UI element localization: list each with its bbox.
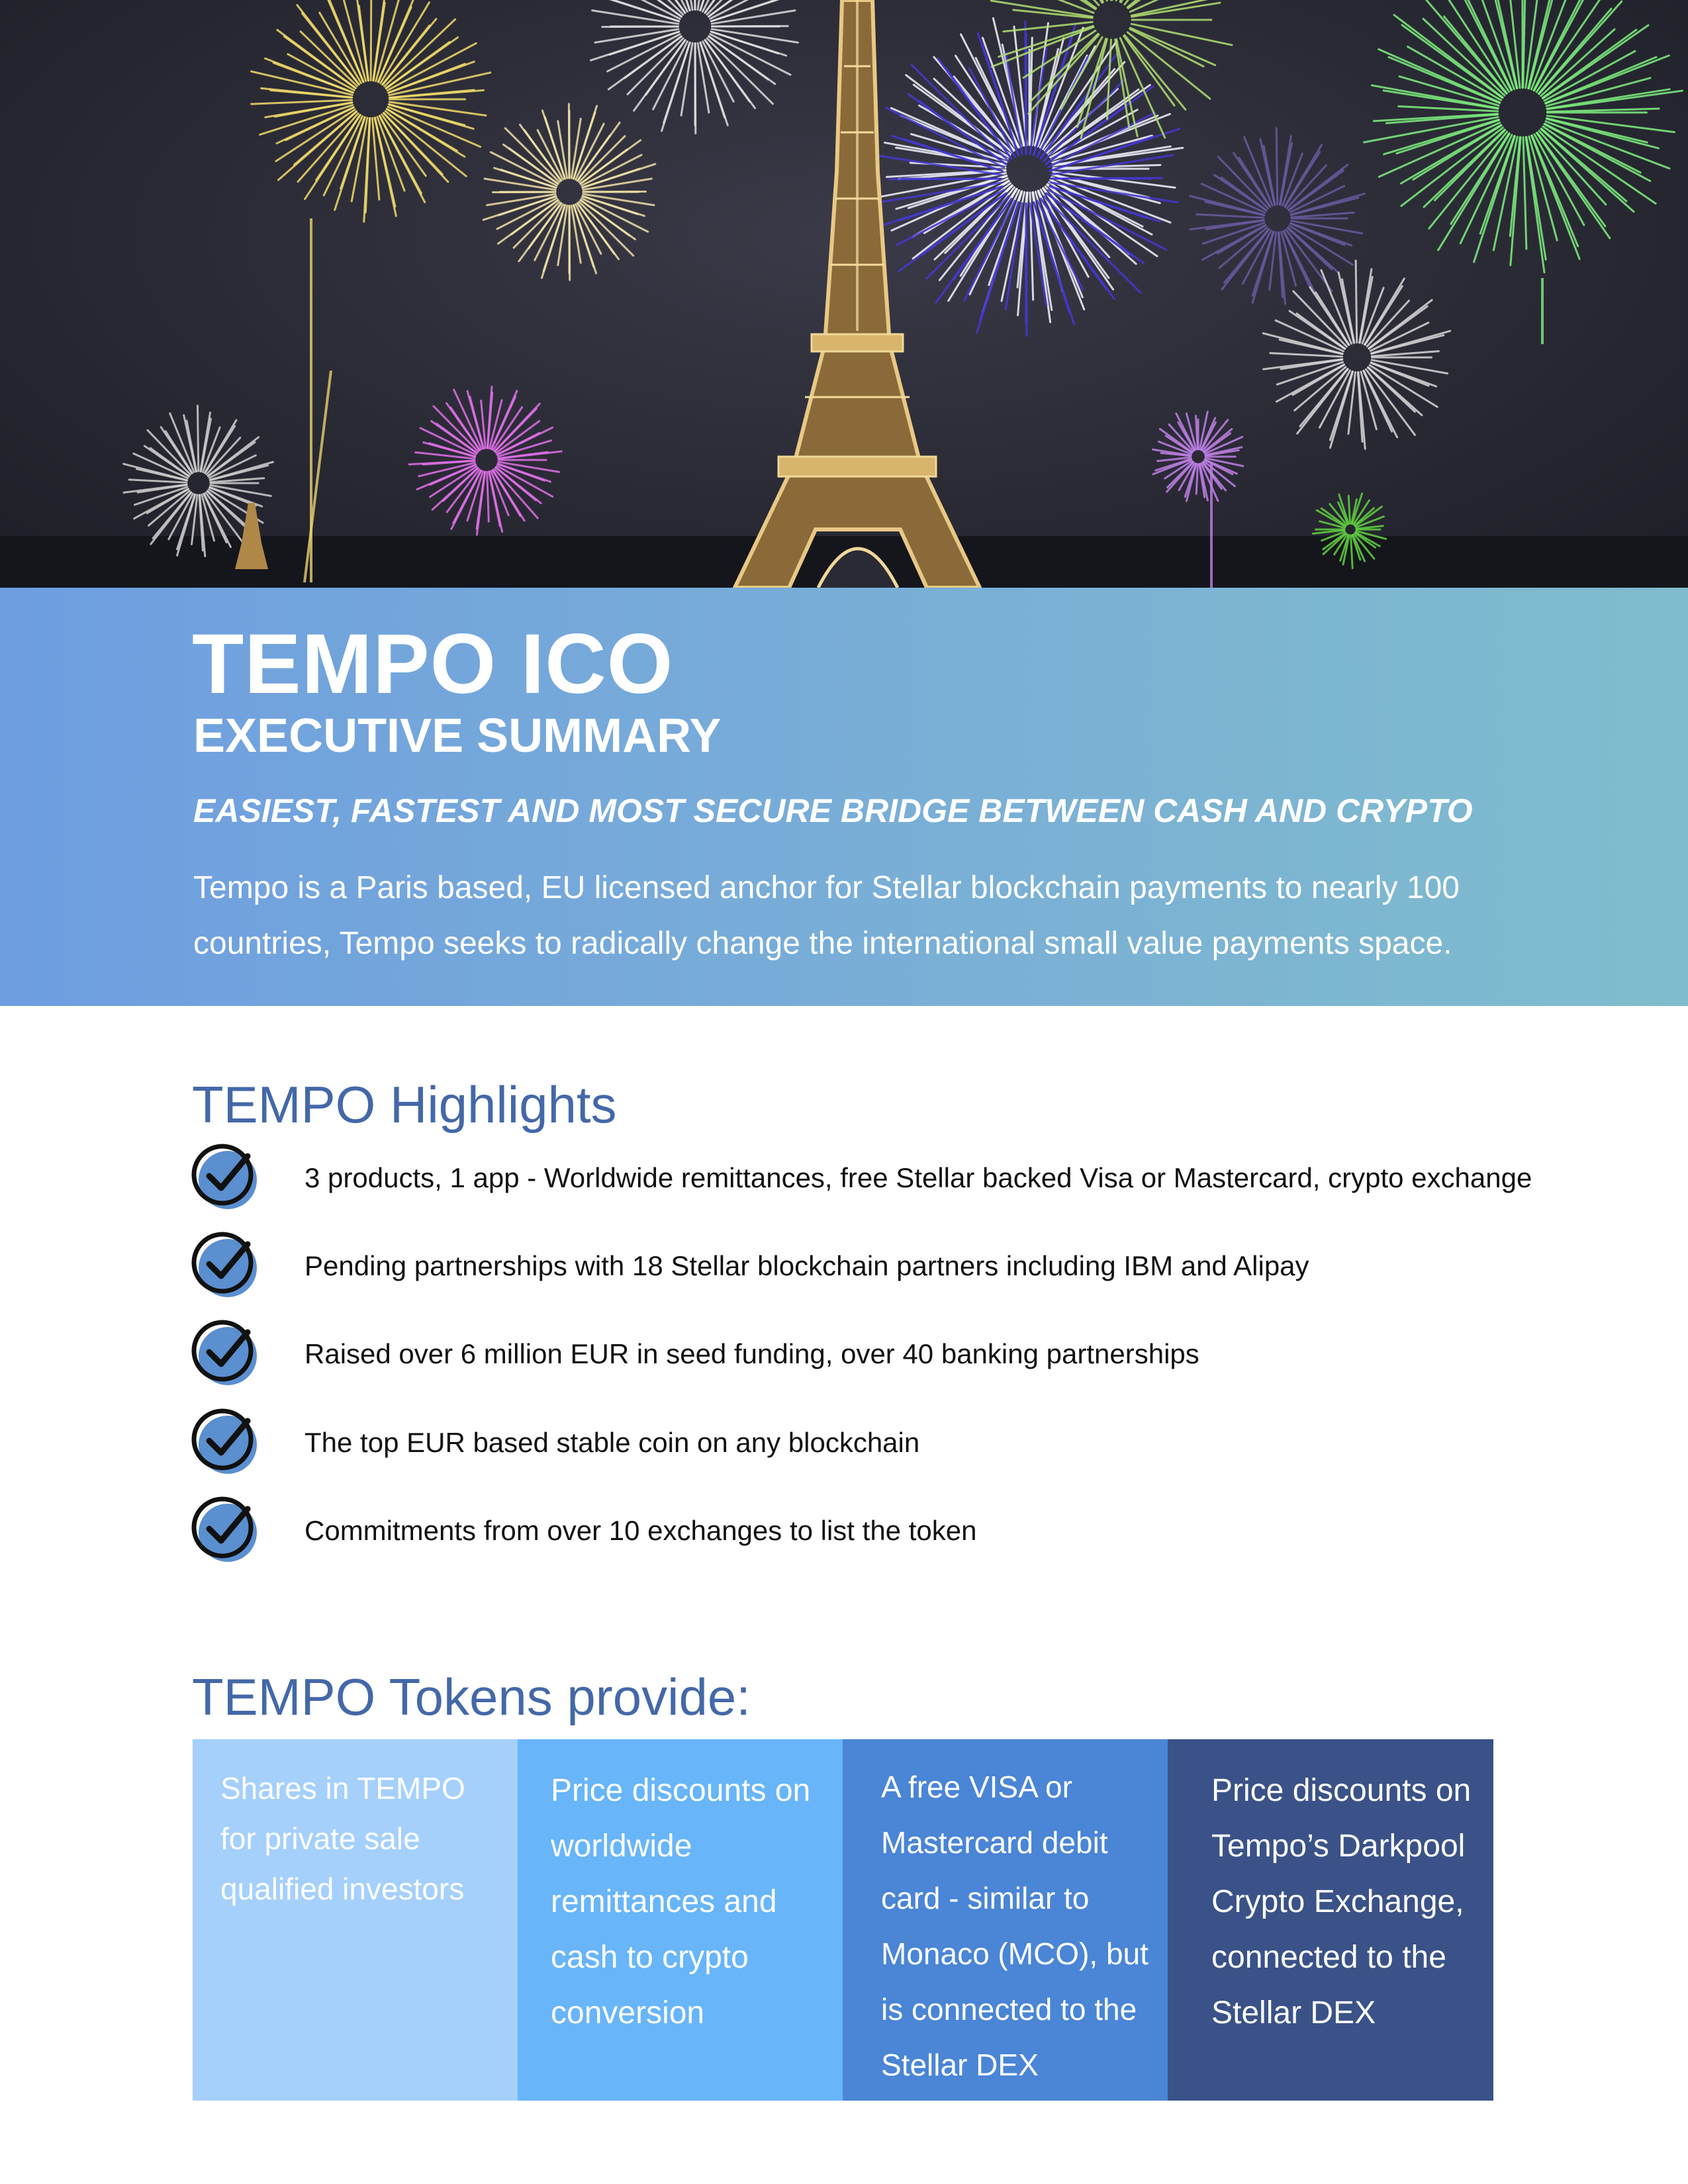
token-box-text: Price discounts on Tempo’s Darkpool Crypto Exchange, connected to the Stellar DEX (1211, 1773, 1472, 2030)
firework-spark (1045, 187, 1109, 257)
check-circle-icon (189, 1318, 262, 1390)
highlight-item (189, 1494, 1579, 1574)
page-title: TEMPO ICO (192, 617, 674, 711)
hero-image (0, 0, 1688, 588)
firework-spark (1523, 137, 1526, 249)
highlight-text: Raised over 6 million EUR in seed funding, over 40 banking partnerships (305, 1338, 1199, 1369)
firework-spark (278, 112, 356, 180)
firework-spark (1264, 359, 1342, 369)
firework-spark (385, 19, 455, 86)
highlight-item (189, 1142, 1579, 1221)
firework-spark (1050, 187, 1149, 218)
firework-spark (1356, 261, 1357, 343)
firework-spark (252, 100, 352, 104)
firework-spark (301, 32, 357, 87)
firework-spark (1547, 109, 1659, 112)
firework-spark (389, 90, 474, 97)
firework-spark (519, 203, 561, 261)
firework-spark (1196, 464, 1197, 494)
firework-spark (709, 0, 766, 17)
tokens-grid (193, 1739, 1493, 2101)
highlight-text: 3 products, 1 app - Worldwide remittances, free Stellar backed Visa or Mastercard, crypto exchange (305, 1162, 1532, 1193)
highlight-item (189, 1406, 1579, 1486)
highlights-heading: TEMPO Highlights (192, 1075, 617, 1134)
firework-spark (129, 480, 187, 482)
firework-spark (1544, 51, 1635, 101)
highlight-item (189, 1318, 1579, 1397)
firework-spark (1276, 128, 1277, 205)
firework-spark (705, 0, 756, 13)
token-box-text: A free VISA or Mastercard debit card - similar to Monaco (MCO), but is connected to the Stellar DEX (881, 1770, 1149, 2082)
firework-spark (487, 472, 489, 522)
token-box-text: Shares in TEMPO for private sale qualified investors (220, 1771, 465, 1906)
firework-spark (1534, 134, 1584, 225)
firework-spark (320, 13, 361, 83)
token-box-exchange-discounts (1168, 1739, 1493, 2101)
tokens-heading: TEMPO Tokens provide: (192, 1668, 751, 1726)
firework-spark (1348, 496, 1350, 523)
firework-spark (498, 451, 561, 459)
firework-spark (298, 113, 358, 181)
firework-spark (124, 464, 187, 480)
firework-spark (608, 36, 681, 89)
firework-spark (1342, 279, 1354, 343)
firework-spark (1547, 89, 1669, 109)
check-circle-icon (189, 1406, 262, 1479)
firework-spark (498, 200, 558, 244)
check-circle-icon (189, 1142, 262, 1214)
firework-spark (1511, 137, 1521, 265)
firework-spark (991, 1, 1092, 17)
firework-spark (1190, 220, 1264, 230)
firework-spark (1364, 371, 1392, 432)
page-subtitle: EXECUTIVE SUMMARY (193, 709, 722, 762)
fireworks-illustration (0, 0, 1688, 588)
token-box-shares (193, 1739, 518, 2101)
firework-spark (387, 109, 457, 151)
firework-spark (1197, 214, 1264, 218)
firework-spark (1526, 137, 1546, 259)
summary-banner (0, 588, 1688, 1006)
firework-spark (1541, 29, 1615, 96)
firework-spark (1270, 353, 1342, 356)
highlight-text: The top EUR based stable coin on any blockchain (305, 1427, 920, 1458)
firework-spark (1263, 334, 1342, 354)
token-box-remittance-discounts (518, 1739, 843, 2101)
check-circle-icon (189, 1230, 262, 1302)
check-circle-icon (189, 1494, 262, 1567)
firework-spark (1402, 25, 1503, 98)
firework-spark (1284, 231, 1310, 288)
banner-description: Tempo is a Paris based, EU licensed anchor for Stellar blockchain payments to nearly 100 countries, Tempo seeks to radically change the international small value payments space. (193, 870, 1460, 961)
firework-spark (385, 111, 466, 176)
token-box-text: Price discounts on worldwide remittances and cash to crypto conversion (551, 1773, 811, 2030)
firework-spark (1051, 178, 1162, 179)
firework-spark (577, 122, 620, 181)
firework-spark (634, 40, 685, 111)
firework-spark (581, 140, 641, 184)
firework-spark (1539, 131, 1606, 205)
highlight-item (189, 1230, 1579, 1309)
firework-spark (1291, 224, 1344, 245)
highlight-text: Commitments from over 10 exchanges to list the token (305, 1515, 977, 1546)
firework-spark (197, 406, 198, 471)
firework-spark (1371, 363, 1429, 386)
token-box-debit-card (843, 1739, 1168, 2101)
tagline: EASIEST, FASTEST AND MOST SECURE BRIDGE BETWEEN CASH AND CRYPTO (193, 792, 1473, 829)
firework-spark (384, 113, 443, 175)
firework-spark (1190, 196, 1264, 215)
firework-spark (1434, 130, 1505, 201)
highlight-text: Pending partnerships with 18 Stellar blockchain partners including IBM and Alipay (305, 1250, 1309, 1281)
firework-spark (1131, 0, 1229, 16)
